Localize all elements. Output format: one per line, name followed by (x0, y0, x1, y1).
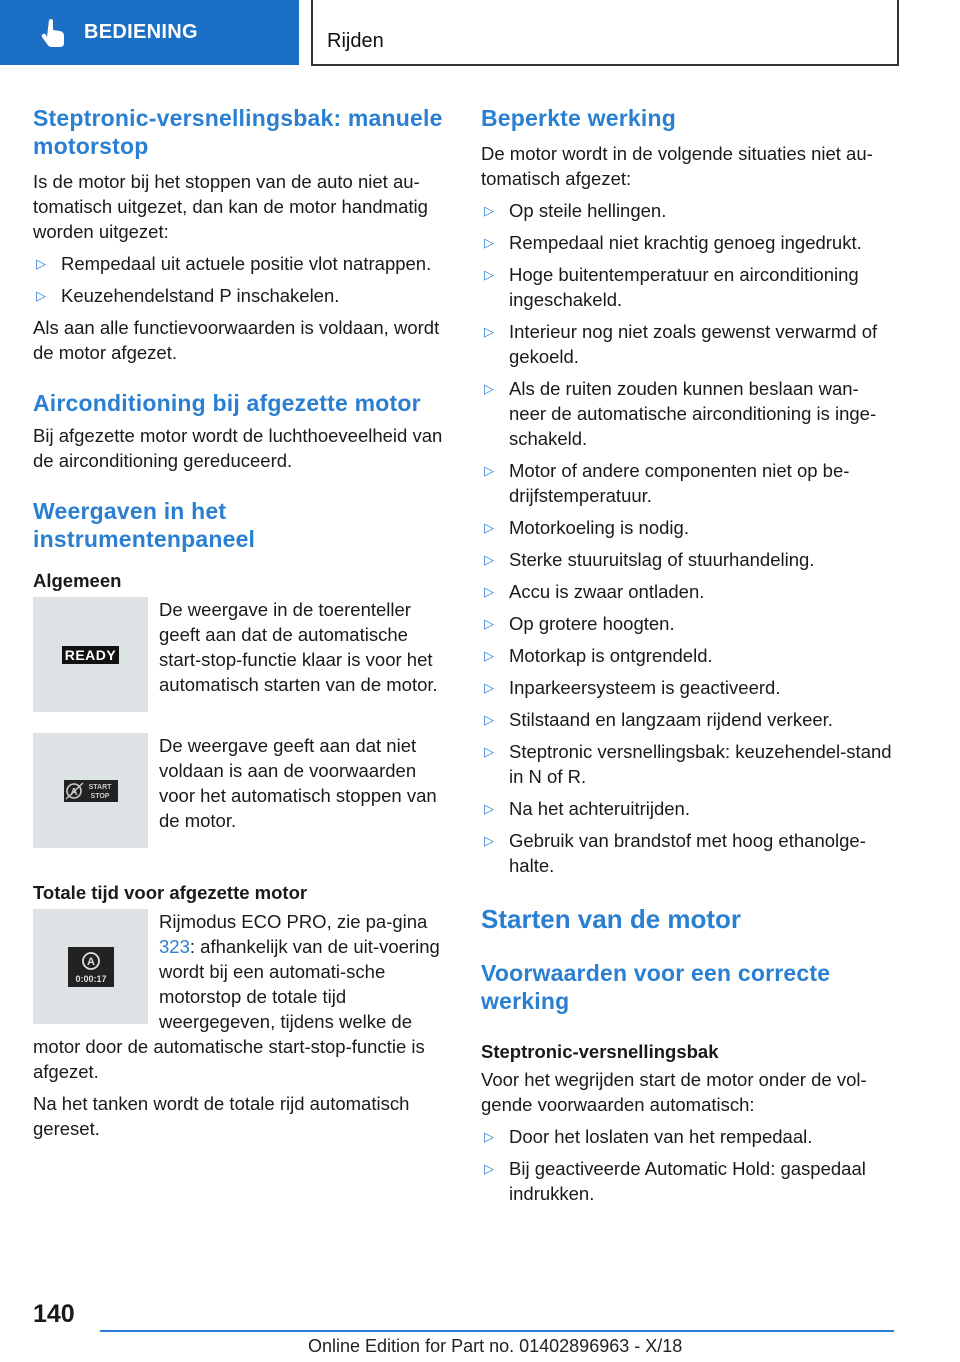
figure-ready (33, 597, 448, 712)
triangle-bullet-icon: ▷ (484, 381, 494, 396)
list-item: ▷ Motor of andere componenten niet op be-drijfstemperatuur. (484, 460, 850, 506)
heading-displays: Weergaven in het instrumentenpaneel (33, 498, 256, 552)
right-column (481, 104, 893, 1206)
list-item: ▷ Motorkoeling is nodig. (484, 517, 689, 538)
triangle-bullet-icon: ▷ (36, 256, 46, 271)
start-stop-inactive-icon (33, 733, 148, 848)
left-column (33, 104, 448, 1141)
triangle-bullet-icon: ▷ (484, 712, 494, 727)
heading-conditions: Voorwaarden voor een correcte werking (481, 960, 831, 1014)
svg-text:START: START (88, 783, 111, 791)
figure-caption: Rijmodus ECO PRO, zie pa-gina 323: afhankelijk van de uit-voering wordt bij een automati-sche motorstop de totale tijd weergegeven, tijdens welke de (159, 911, 440, 1032)
list-item: ▷ Motorkap is ontgrendeld. (484, 645, 713, 666)
list-item: ▷ Op grotere hoogten. (484, 613, 675, 634)
subheading-general: Algemeen (33, 570, 122, 591)
list-item: ▷ Hoge buitentemperatuur en airconditioning ingeschakeld. (484, 264, 859, 310)
svg-text:0:00:17: 0:00:17 (74, 973, 107, 984)
figure-timer (33, 909, 448, 1034)
list-item: ▷ Bij geactiveerde Automatic Hold: gaspedaal indrukken. (484, 1158, 866, 1204)
list-item: ▷ Sterke stuuruitslag of stuurhandeling. (484, 549, 815, 570)
paragraph: Bij afgezette motor wordt de luchthoeveelheid van de airconditioning gereduceerd. (33, 425, 443, 471)
paragraph: Is de motor bij het stoppen van de auto niet au-tomatisch uitgezet, dan kan de motor handmatig worden uitgezet: (33, 171, 428, 242)
list-item: ▷ Na het achteruitrijden. (484, 798, 690, 819)
paragraph: Na het tanken wordt de totale rijd automatisch gereset. (33, 1093, 410, 1139)
chapter-label: Rijden (327, 30, 384, 52)
hand-pointer-icon (40, 18, 68, 48)
figure-start-stop (33, 733, 448, 848)
triangle-bullet-icon: ▷ (484, 801, 494, 816)
heading-aircon: Airconditioning bij afgezette motor (33, 390, 421, 416)
list-item: ▷ Keuzehendelstand P inschakelen. (36, 285, 340, 306)
triangle-bullet-icon: ▷ (484, 463, 494, 478)
triangle-bullet-icon: ▷ (484, 235, 494, 250)
ready-indicator-icon: READY (33, 597, 148, 712)
triangle-bullet-icon: ▷ (484, 833, 494, 848)
triangle-bullet-icon: ▷ (484, 744, 494, 759)
bullet-list (481, 198, 893, 878)
paragraph: Voor het wegrijden start de motor onder de vol-gende voorwaarden automatisch: (481, 1069, 867, 1115)
triangle-bullet-icon: ▷ (484, 616, 494, 631)
list-item: ▷ Als de ruiten zouden kunnen beslaan wan-neer de automatische airconditioning is inge-schakeld. (484, 378, 877, 449)
section-label: BEDIENING (84, 21, 198, 43)
footer-edition: Online Edition for Part no. 01402896963 - X/18 (308, 1336, 683, 1356)
triangle-bullet-icon: ▷ (484, 680, 494, 695)
triangle-bullet-icon: ▷ (484, 1161, 494, 1176)
paragraph: motor door de automatische start-stop-functie is afgezet. (33, 1036, 425, 1082)
svg-text:STOP: STOP (90, 792, 109, 800)
list-item: ▷ Accu is zwaar ontladen. (484, 581, 705, 602)
triangle-bullet-icon: ▷ (484, 552, 494, 567)
list-item: ▷ Rempedaal niet krachtig genoeg ingedrukt. (484, 232, 862, 253)
triangle-bullet-icon: ▷ (484, 324, 494, 339)
svg-text:A: A (86, 955, 95, 968)
list-item: ▷ Rempedaal uit actuele positie vlot natrappen. (36, 253, 432, 274)
triangle-bullet-icon: ▷ (484, 520, 494, 535)
subheading-steptronic: Steptronic-versnellingsbak (481, 1041, 719, 1062)
chapter-header (311, 0, 899, 66)
triangle-bullet-icon: ▷ (484, 648, 494, 663)
page-reference-link[interactable]: 323 (159, 936, 190, 957)
paragraph: Als aan alle functievoorwaarden is voldaan, wordt de motor afgezet. (33, 317, 440, 363)
page-number: 140 (33, 1300, 75, 1328)
triangle-bullet-icon: ▷ (36, 288, 46, 303)
list-item: ▷ Interieur nog niet zoals gewenst verwarmd of gekoeld. (484, 321, 878, 367)
footer-rule (100, 1330, 894, 1332)
bullet-list (33, 251, 448, 308)
figure-caption: De weergave geeft aan dat niet voldaan is aan de voorwaarden voor het automatisch stoppen van de motor. (159, 735, 437, 831)
heading-start: Starten van de motor (481, 904, 742, 934)
figure-caption: De weergave in de toerenteller geeft aan dat de automatische start-stop-functie klaar is voor het automatisch starten van de motor. (159, 599, 438, 695)
list-item: ▷ Steptronic versnellingsbak: keuzehendel-stand in N of R. (484, 741, 892, 787)
list-item: ▷ Op steile hellingen. (484, 200, 667, 221)
paragraph: De motor wordt in de volgende situaties niet au-tomatisch afgezet: (481, 143, 873, 189)
list-item: ▷ Door het loslaten van het rempedaal. (484, 1126, 813, 1147)
svg-text:A: A (69, 786, 78, 798)
triangle-bullet-icon: ▷ (484, 267, 494, 282)
triangle-bullet-icon: ▷ (484, 584, 494, 599)
triangle-bullet-icon: ▷ (484, 203, 494, 218)
section-tab[interactable] (0, 0, 299, 65)
list-item: ▷ Stilstaand en langzaam rijdend verkeer. (484, 709, 833, 730)
heading-manual-stop: Steptronic-versnellingsbak: manuele motorstop (33, 105, 443, 159)
heading-limited: Beperkte werking (481, 105, 676, 131)
start-stop-timer-icon (33, 909, 148, 1024)
triangle-bullet-icon: ▷ (484, 1129, 494, 1144)
list-item: ▷ Gebruik van brandstof met hoog ethanolge-halte. (484, 830, 866, 876)
subheading-total-time: Totale tijd voor afgezette motor (33, 882, 308, 903)
bullet-list (481, 1124, 893, 1206)
list-item: ▷ Inparkeersysteem is geactiveerd. (484, 677, 781, 698)
